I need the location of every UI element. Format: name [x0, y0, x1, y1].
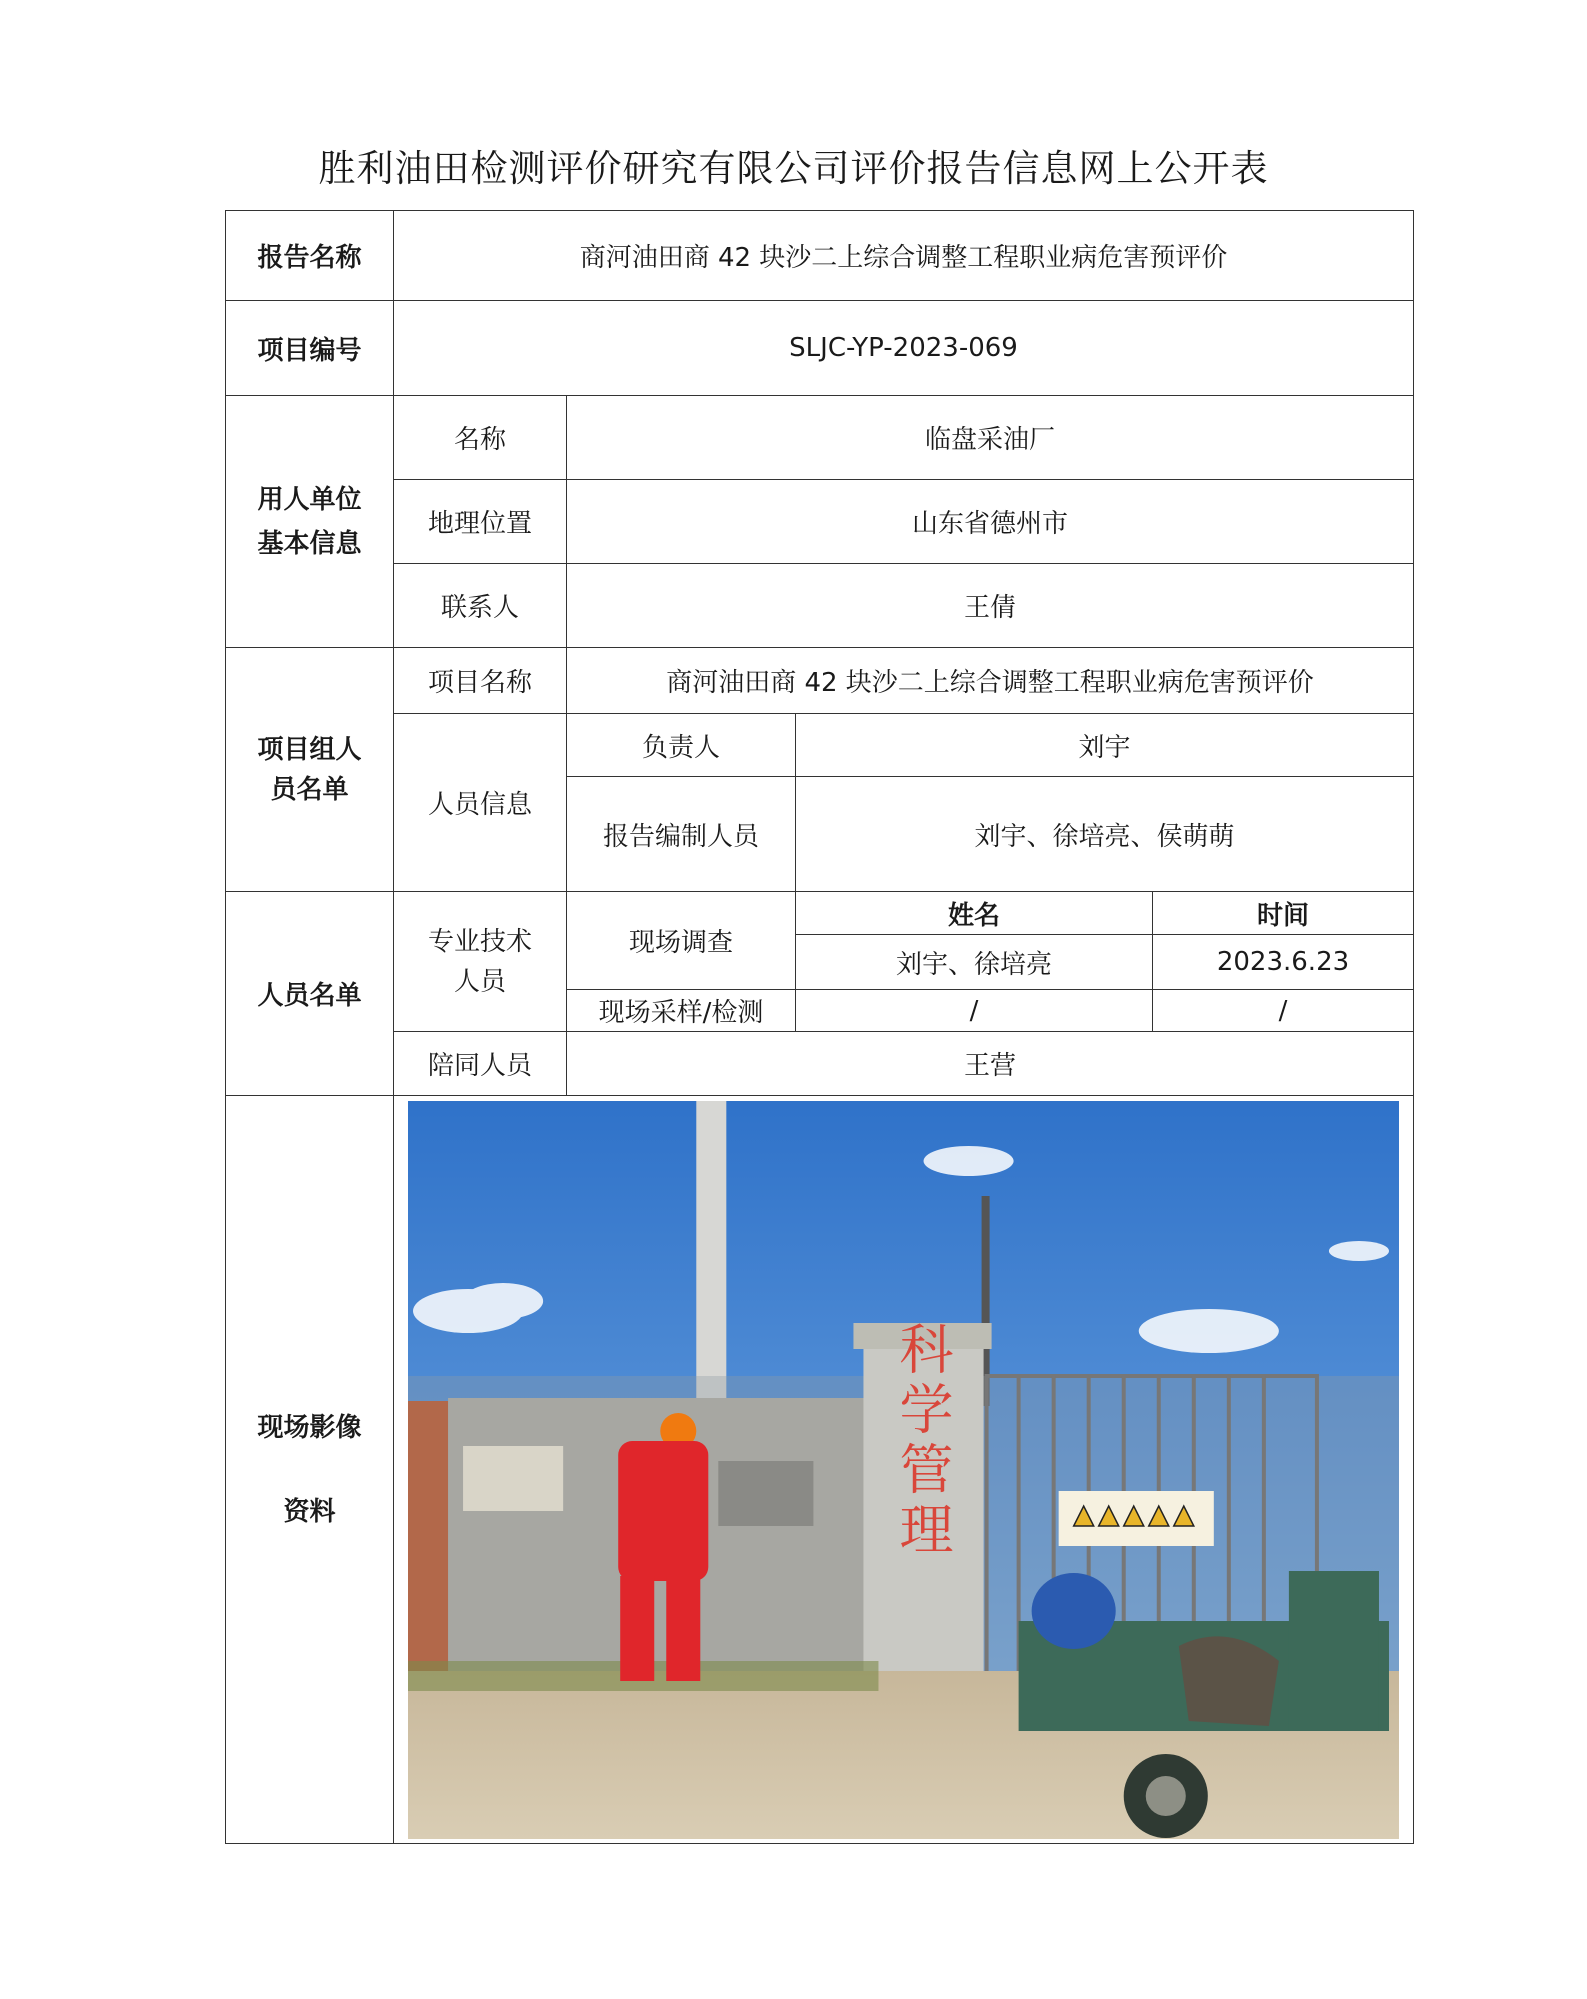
sampling-names: / [796, 990, 1153, 1032]
page-title: 胜利油田检测评价研究有限公司评价报告信息网上公开表 [318, 147, 1269, 190]
employer-name-label: 名称 [394, 396, 567, 480]
photos-section-label [226, 1096, 394, 1844]
team-authors-value: 刘宇、徐培亮、侯萌萌 [796, 777, 1414, 892]
row-report-name [226, 211, 1414, 301]
row-team-project [226, 648, 1414, 714]
row-photos [226, 1096, 1414, 1844]
photos-section-label-line2: 资料 [283, 1496, 336, 1527]
site-photo [408, 1101, 1399, 1839]
report-name-value: 商河油田商 42 块沙二上综合调整工程职业病危害预评价 [394, 211, 1414, 301]
employer-contact-label: 联系人 [394, 564, 567, 648]
station-sign [718, 1461, 813, 1526]
escort-value: 王营 [567, 1032, 1414, 1096]
team-authors-label: 报告编制人员 [567, 777, 796, 892]
wall-plaque [463, 1446, 563, 1511]
team-section-label [226, 648, 394, 892]
team-info-label: 人员信息 [394, 714, 567, 892]
row-personnel-header [226, 892, 1414, 935]
team-project-label: 项目名称 [394, 648, 567, 714]
team-section-label-line2: 员名单 [270, 774, 349, 805]
photos-section-label-line1: 现场影像 [257, 1412, 362, 1443]
col-header-name: 姓名 [796, 892, 1153, 935]
photo-cell [394, 1096, 1414, 1844]
tech-staff-label-line1: 专业技术 [427, 926, 532, 957]
employer-section-label [226, 396, 394, 648]
team-project-value: 商河油田商 42 块沙二上综合调整工程职业病危害预评价 [567, 648, 1414, 714]
team-leader-label: 负责人 [567, 714, 796, 777]
row-employer-contact [226, 564, 1414, 648]
employer-section-label-line1: 用人单位 [257, 484, 362, 515]
col-header-time: 时间 [1153, 892, 1414, 935]
row-team-leader [226, 714, 1414, 777]
tech-staff-label [394, 892, 567, 1032]
chimney [696, 1101, 726, 1411]
project-id-label: 项目编号 [226, 301, 394, 396]
survey-names: 刘宇、徐培亮 [796, 935, 1153, 990]
team-section-label-line1: 项目组人 [257, 734, 362, 765]
row-project-id [226, 301, 1414, 396]
employer-name-value: 临盘采油厂 [567, 396, 1414, 480]
team-leader-value: 刘宇 [796, 714, 1414, 777]
row-employer-location [226, 480, 1414, 564]
disclosure-table [225, 210, 1414, 1844]
project-id-value: SLJC-YP-2023-069 [394, 301, 1414, 396]
survey-label: 现场调查 [567, 892, 796, 990]
gate-slogan: 科学管理 [891, 1320, 955, 1561]
tech-staff-label-line2: 人员 [453, 966, 506, 997]
employer-contact-value: 王倩 [567, 564, 1414, 648]
report-name-label: 报告名称 [226, 211, 394, 301]
row-employer-name [226, 396, 1414, 480]
employer-location-value: 山东省德州市 [567, 480, 1414, 564]
survey-date: 2023.6.23 [1153, 935, 1414, 990]
escort-label: 陪同人员 [394, 1032, 567, 1096]
row-escort [226, 1032, 1414, 1096]
employer-section-label-line2: 基本信息 [257, 528, 362, 559]
sampling-label: 现场采样/检测 [567, 990, 796, 1032]
personnel-section-label: 人员名单 [226, 892, 394, 1096]
sampling-date: / [1153, 990, 1414, 1032]
employer-location-label: 地理位置 [394, 480, 567, 564]
